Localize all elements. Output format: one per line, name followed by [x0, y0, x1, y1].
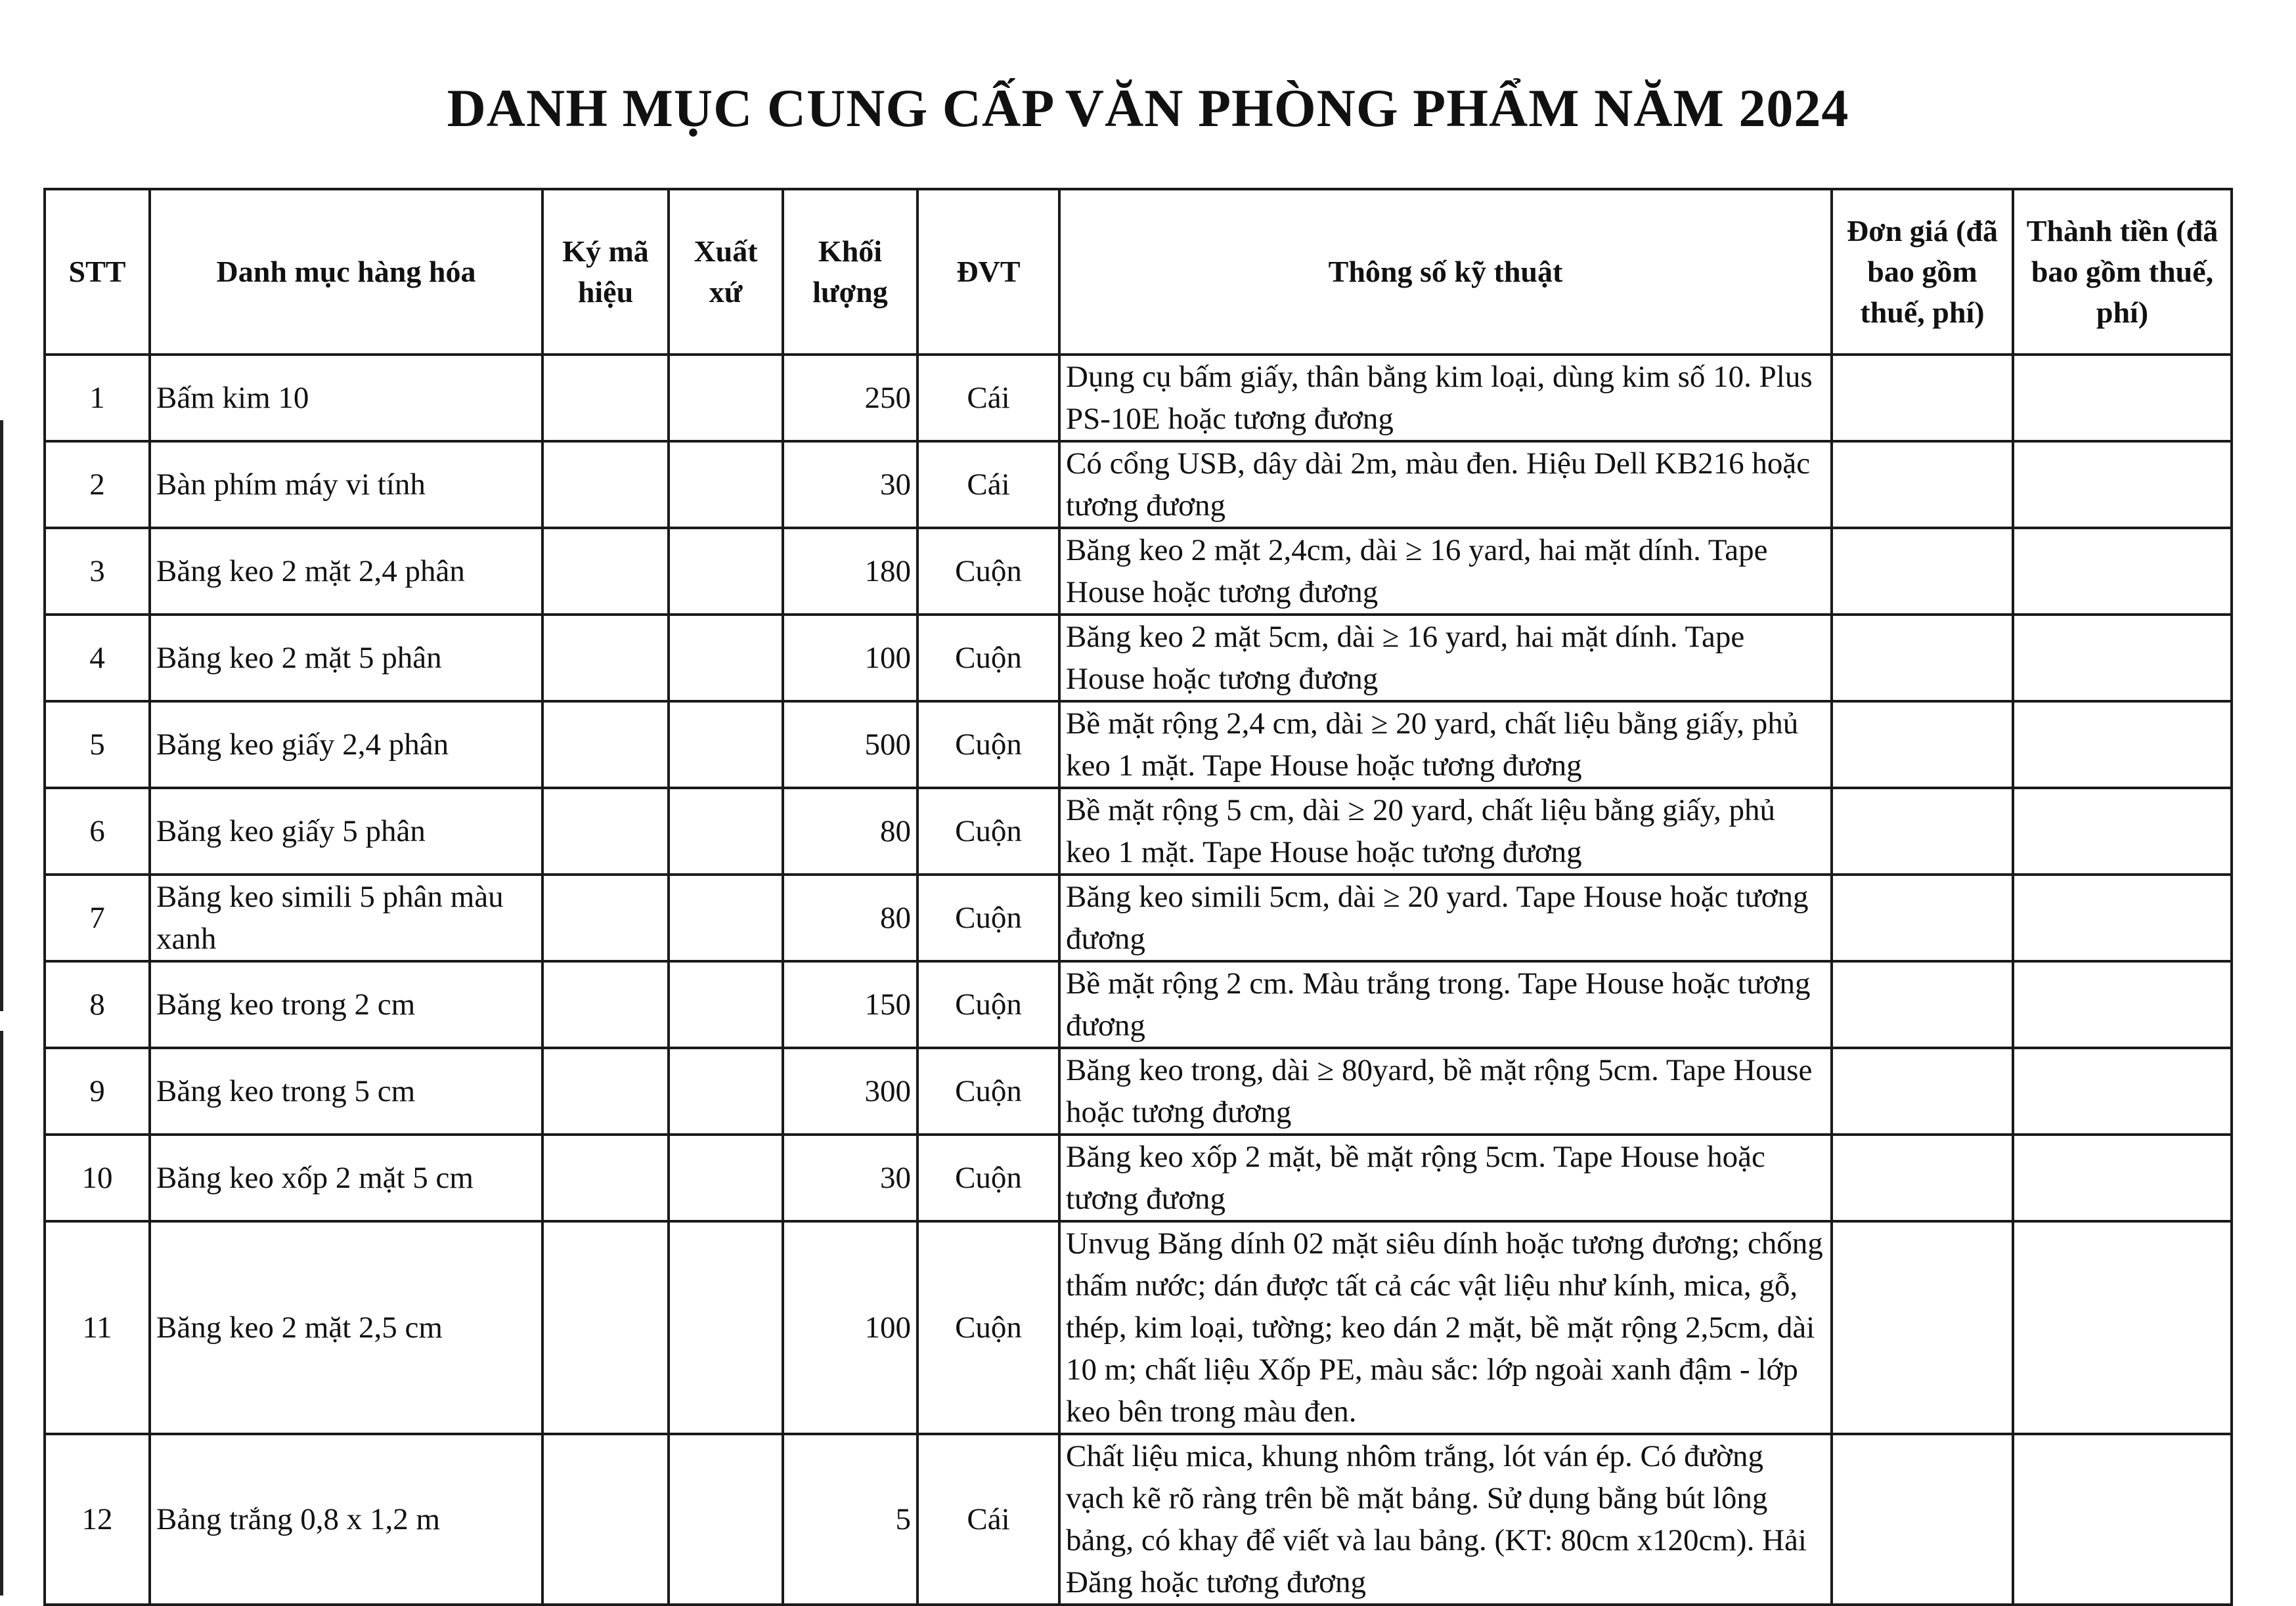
table-row [45, 701, 2232, 788]
catalog-table [43, 188, 2233, 1606]
cell-code [542, 355, 669, 441]
cell-unit-price [1832, 961, 2013, 1048]
cell-code [542, 1434, 669, 1605]
cell-unit-price [1832, 1048, 2013, 1135]
cell-unit: Cuộn [917, 1048, 1059, 1135]
table-row [45, 1221, 2232, 1434]
cell-origin [669, 1434, 783, 1605]
header-code: Ký mã hiệu [542, 189, 669, 355]
cell-item-name: Bấm kim 10 [150, 355, 542, 441]
cell-quantity: 150 [783, 961, 917, 1048]
cell-unit: Cuộn [917, 875, 1059, 961]
cell-unit: Cuộn [917, 615, 1059, 701]
cell-total-amount [2013, 615, 2232, 701]
header-item-name: Danh mục hàng hóa [150, 189, 542, 355]
table-row [45, 961, 2232, 1048]
header-unit: ĐVT [917, 189, 1059, 355]
cell-origin [669, 701, 783, 788]
cell-origin [669, 1221, 783, 1434]
cell-unit-price [1832, 701, 2013, 788]
header-total-amount: Thành tiền (đã bao gồm thuế, phí) [2013, 189, 2232, 355]
table-row [45, 355, 2232, 441]
cell-item-name: Băng keo 2 mặt 5 phân [150, 615, 542, 701]
header-stt: STT [45, 189, 150, 355]
cell-specs: Có cổng USB, dây dài 2m, màu đen. Hiệu Dell KB216 hoặc tương đương [1059, 441, 1832, 528]
cell-quantity: 300 [783, 1048, 917, 1135]
cell-unit-price [1832, 875, 2013, 961]
cell-stt: 11 [45, 1221, 150, 1434]
cell-total-amount [2013, 875, 2232, 961]
cell-stt: 10 [45, 1135, 150, 1221]
cell-total-amount [2013, 788, 2232, 875]
cell-origin [669, 355, 783, 441]
cell-origin [669, 1135, 783, 1221]
cell-quantity: 30 [783, 441, 917, 528]
cell-stt: 6 [45, 788, 150, 875]
cell-total-amount [2013, 528, 2232, 615]
cell-code [542, 441, 669, 528]
cell-unit: Cuộn [917, 528, 1059, 615]
cell-total-amount [2013, 701, 2232, 788]
cell-unit: Cuộn [917, 788, 1059, 875]
cell-item-name: Băng keo trong 5 cm [150, 1048, 542, 1135]
cell-origin [669, 788, 783, 875]
cell-specs: Bề mặt rộng 5 cm, dài ≥ 20 yard, chất liệu bằng giấy, phủ keo 1 mặt. Tape House hoặc tương đương [1059, 788, 1832, 875]
header-quantity: Khối lượng [783, 189, 917, 355]
cell-unit-price [1832, 528, 2013, 615]
cell-quantity: 250 [783, 355, 917, 441]
table-header-row [45, 189, 2232, 355]
cell-specs: Băng keo 2 mặt 2,4cm, dài ≥ 16 yard, hai mặt dính. Tape House hoặc tương đương [1059, 528, 1832, 615]
cell-total-amount [2013, 1221, 2232, 1434]
cell-stt: 2 [45, 441, 150, 528]
table-row [45, 1048, 2232, 1135]
cell-origin [669, 961, 783, 1048]
cell-item-name: Bàn phím máy vi tính [150, 441, 542, 528]
cell-item-name: Băng keo giấy 5 phân [150, 788, 542, 875]
cell-origin [669, 875, 783, 961]
cell-specs: Băng keo trong, dài ≥ 80yard, bề mặt rộng 5cm. Tape House hoặc tương đương [1059, 1048, 1832, 1135]
header-specs: Thông số kỹ thuật [1059, 189, 1832, 355]
left-edge-mark-top [0, 420, 3, 1011]
cell-code [542, 701, 669, 788]
cell-unit: Cuộn [917, 701, 1059, 788]
cell-item-name: Băng keo 2 mặt 2,5 cm [150, 1221, 542, 1434]
cell-unit: Cái [917, 355, 1059, 441]
cell-item-name: Băng keo xốp 2 mặt 5 cm [150, 1135, 542, 1221]
cell-origin [669, 528, 783, 615]
cell-total-amount [2013, 961, 2232, 1048]
table-row [45, 615, 2232, 701]
cell-item-name: Băng keo 2 mặt 2,4 phân [150, 528, 542, 615]
cell-code [542, 961, 669, 1048]
left-edge-mark-bottom [0, 1031, 3, 1595]
cell-quantity: 100 [783, 1221, 917, 1434]
cell-code [542, 1221, 669, 1434]
header-origin: Xuất xứ [669, 189, 783, 355]
table-row [45, 1434, 2232, 1605]
cell-unit: Cuộn [917, 961, 1059, 1048]
cell-quantity: 80 [783, 875, 917, 961]
table-row [45, 788, 2232, 875]
cell-quantity: 100 [783, 615, 917, 701]
cell-code [542, 788, 669, 875]
table-row [45, 1135, 2232, 1221]
cell-code [542, 875, 669, 961]
cell-total-amount [2013, 355, 2232, 441]
cell-stt: 5 [45, 701, 150, 788]
cell-unit-price [1832, 788, 2013, 875]
cell-stt: 7 [45, 875, 150, 961]
cell-stt: 12 [45, 1434, 150, 1605]
cell-specs: Dụng cụ bấm giấy, thân bằng kim loại, dùng kim số 10. Plus PS-10E hoặc tương đương [1059, 355, 1832, 441]
cell-item-name: Băng keo trong 2 cm [150, 961, 542, 1048]
cell-origin [669, 615, 783, 701]
cell-code [542, 1048, 669, 1135]
cell-item-name: Bảng trắng 0,8 x 1,2 m [150, 1434, 542, 1605]
page-title: DANH MỤC CUNG CẤP VĂN PHÒNG PHẨM NĂM 2024 [447, 78, 1849, 138]
cell-origin [669, 441, 783, 528]
cell-item-name: Băng keo giấy 2,4 phân [150, 701, 542, 788]
cell-unit: Cuộn [917, 1221, 1059, 1434]
cell-quantity: 500 [783, 701, 917, 788]
cell-specs: Băng keo 2 mặt 5cm, dài ≥ 16 yard, hai mặt dính. Tape House hoặc tương đương [1059, 615, 1832, 701]
cell-code [542, 615, 669, 701]
cell-quantity: 80 [783, 788, 917, 875]
cell-unit-price [1832, 1434, 2013, 1605]
cell-specs: Băng keo simili 5cm, dài ≥ 20 yard. Tape House hoặc tương đương [1059, 875, 1832, 961]
table-body [45, 355, 2232, 1605]
table-row [45, 528, 2232, 615]
cell-stt: 3 [45, 528, 150, 615]
cell-origin [669, 1048, 783, 1135]
cell-item-name: Băng keo simili 5 phân màu xanh [150, 875, 542, 961]
cell-specs: Chất liệu mica, khung nhôm trắng, lót ván ép. Có đường vạch kẽ rõ ràng trên bề mặt bảng. Sử dụng bằng bút lông bảng, có khay để viết và lau bảng. (KT: 80cm x120cm). Hải Đăng hoặc tương đương [1059, 1434, 1832, 1605]
cell-unit: Cái [917, 441, 1059, 528]
table-row [45, 875, 2232, 961]
cell-stt: 8 [45, 961, 150, 1048]
cell-total-amount [2013, 1048, 2232, 1135]
cell-stt: 1 [45, 355, 150, 441]
cell-unit-price [1832, 355, 2013, 441]
cell-code [542, 1135, 669, 1221]
cell-specs: Bề mặt rộng 2,4 cm, dài ≥ 20 yard, chất liệu bằng giấy, phủ keo 1 mặt. Tape House hoặc tương đương [1059, 701, 1832, 788]
cell-unit: Cuộn [917, 1135, 1059, 1221]
cell-unit-price [1832, 1221, 2013, 1434]
cell-unit-price [1832, 1135, 2013, 1221]
cell-specs: Unvug Băng dính 02 mặt siêu dính hoặc tương đương; chống thấm nước; dán được tất cả các vật liệu như kính, mica, gỗ, thép, kim loại, tường; keo dán 2 mặt, bề mặt rộng 2,5cm, dài 10 m; chất liệu Xốp PE, màu sắc: lớp ngoài xanh đậm - lớp keo bên trong màu đen. [1059, 1221, 1832, 1434]
cell-unit-price [1832, 441, 2013, 528]
cell-specs: Bề mặt rộng 2 cm. Màu trắng trong. Tape House hoặc tương đương [1059, 961, 1832, 1048]
cell-stt: 4 [45, 615, 150, 701]
cell-unit-price [1832, 615, 2013, 701]
cell-total-amount [2013, 1135, 2232, 1221]
cell-specs: Băng keo xốp 2 mặt, bề mặt rộng 5cm. Tape House hoặc tương đương [1059, 1135, 1832, 1221]
cell-quantity: 5 [783, 1434, 917, 1605]
cell-quantity: 180 [783, 528, 917, 615]
cell-total-amount [2013, 441, 2232, 528]
cell-unit: Cái [917, 1434, 1059, 1605]
cell-total-amount [2013, 1434, 2232, 1605]
cell-stt: 9 [45, 1048, 150, 1135]
table-row [45, 441, 2232, 528]
cell-code [542, 528, 669, 615]
cell-quantity: 30 [783, 1135, 917, 1221]
header-unit-price: Đơn giá (đã bao gồm thuế, phí) [1832, 189, 2013, 355]
